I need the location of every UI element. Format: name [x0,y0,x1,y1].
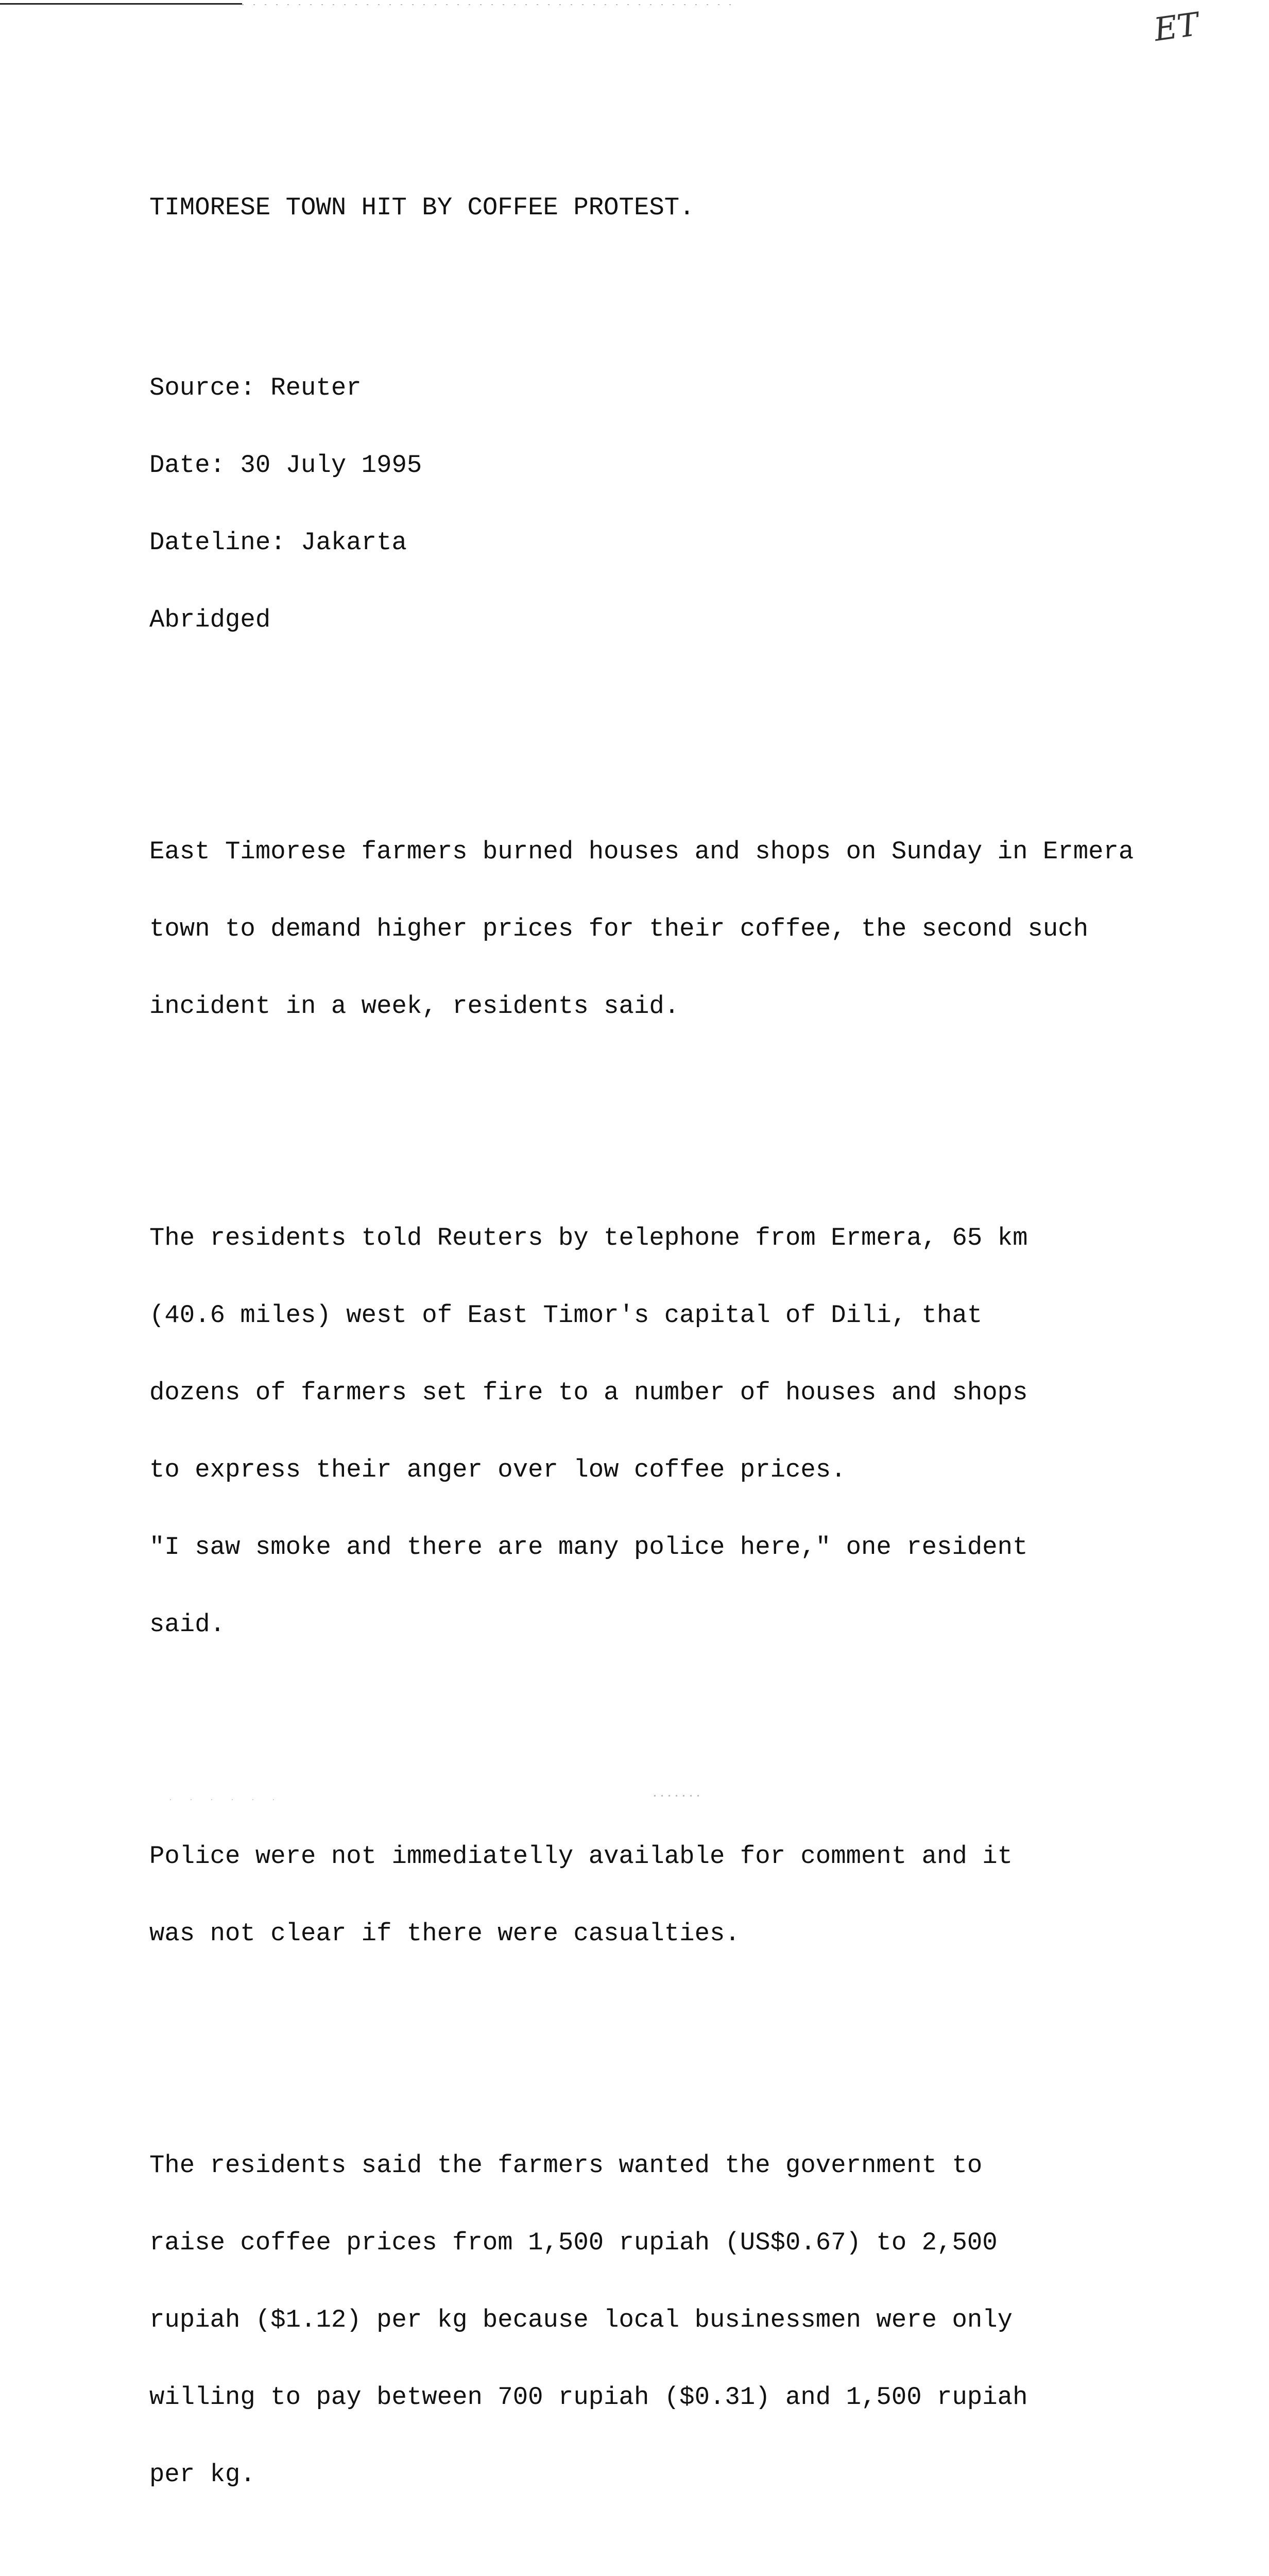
scan-noise-top [242,4,736,5]
text-line: "I saw smoke and there are many police here," one resident [149,1533,1028,1562]
paragraph-1 [149,787,1179,1071]
text-line: willing to pay between 700 rupiah ($0.31) and 1,500 rupiah [149,2383,1028,2412]
text-line: rupiah ($1.12) per kg because local businessmen were only [149,2306,1013,2334]
text-line: was not clear if there were casualties. [149,1919,740,1948]
meta-date: Date: 30 July 1995 [149,451,422,480]
paragraph-2 [149,1174,1179,1689]
meta-source: Source: Reuter [149,374,362,402]
text-line: (40.6 miles) west of East Timor's capital of Dili, that [149,1301,983,1330]
text-line: The residents said the farmers wanted the government to [149,2151,983,2180]
text-line: town to demand higher prices for their coffee, the second such [149,914,1089,943]
document-body [149,143,1179,2576]
text-line: raise coffee prices from 1,500 rupiah (US$0.67) to 2,500 [149,2228,998,2257]
text-line: to express their anger over low coffee prices. [149,1455,846,1484]
text-line: East Timorese farmers burned houses and shops on Sunday in Ermera [149,837,1134,866]
scan-noise-bottom [654,1795,700,1797]
text-line: said. [149,1610,226,1639]
text-line: Police were not immediatelly available for comment and it [149,1842,1013,1871]
scan-edge-line [0,3,242,5]
meta-abridged: Abridged [149,605,271,634]
paragraph-4 [149,2101,1179,2539]
handwritten-initials: ET [1152,5,1201,49]
text-line: The residents told Reuters by telephone from Ermera, 65 km [149,1224,1028,1252]
paragraph-3 [149,1792,1179,1998]
scan-noise-bottom-left [170,1799,283,1800]
meta-dateline: Dateline: Jakarta [149,528,407,557]
text-line: per kg. [149,2460,255,2489]
metadata-block [149,324,1179,684]
text-line: incident in a week, residents said. [149,992,680,1021]
document-title: TIMORESE TOWN HIT BY COFFEE PROTEST. [149,193,695,222]
text-line: dozens of farmers set fire to a number of houses and shops [149,1378,1028,1407]
